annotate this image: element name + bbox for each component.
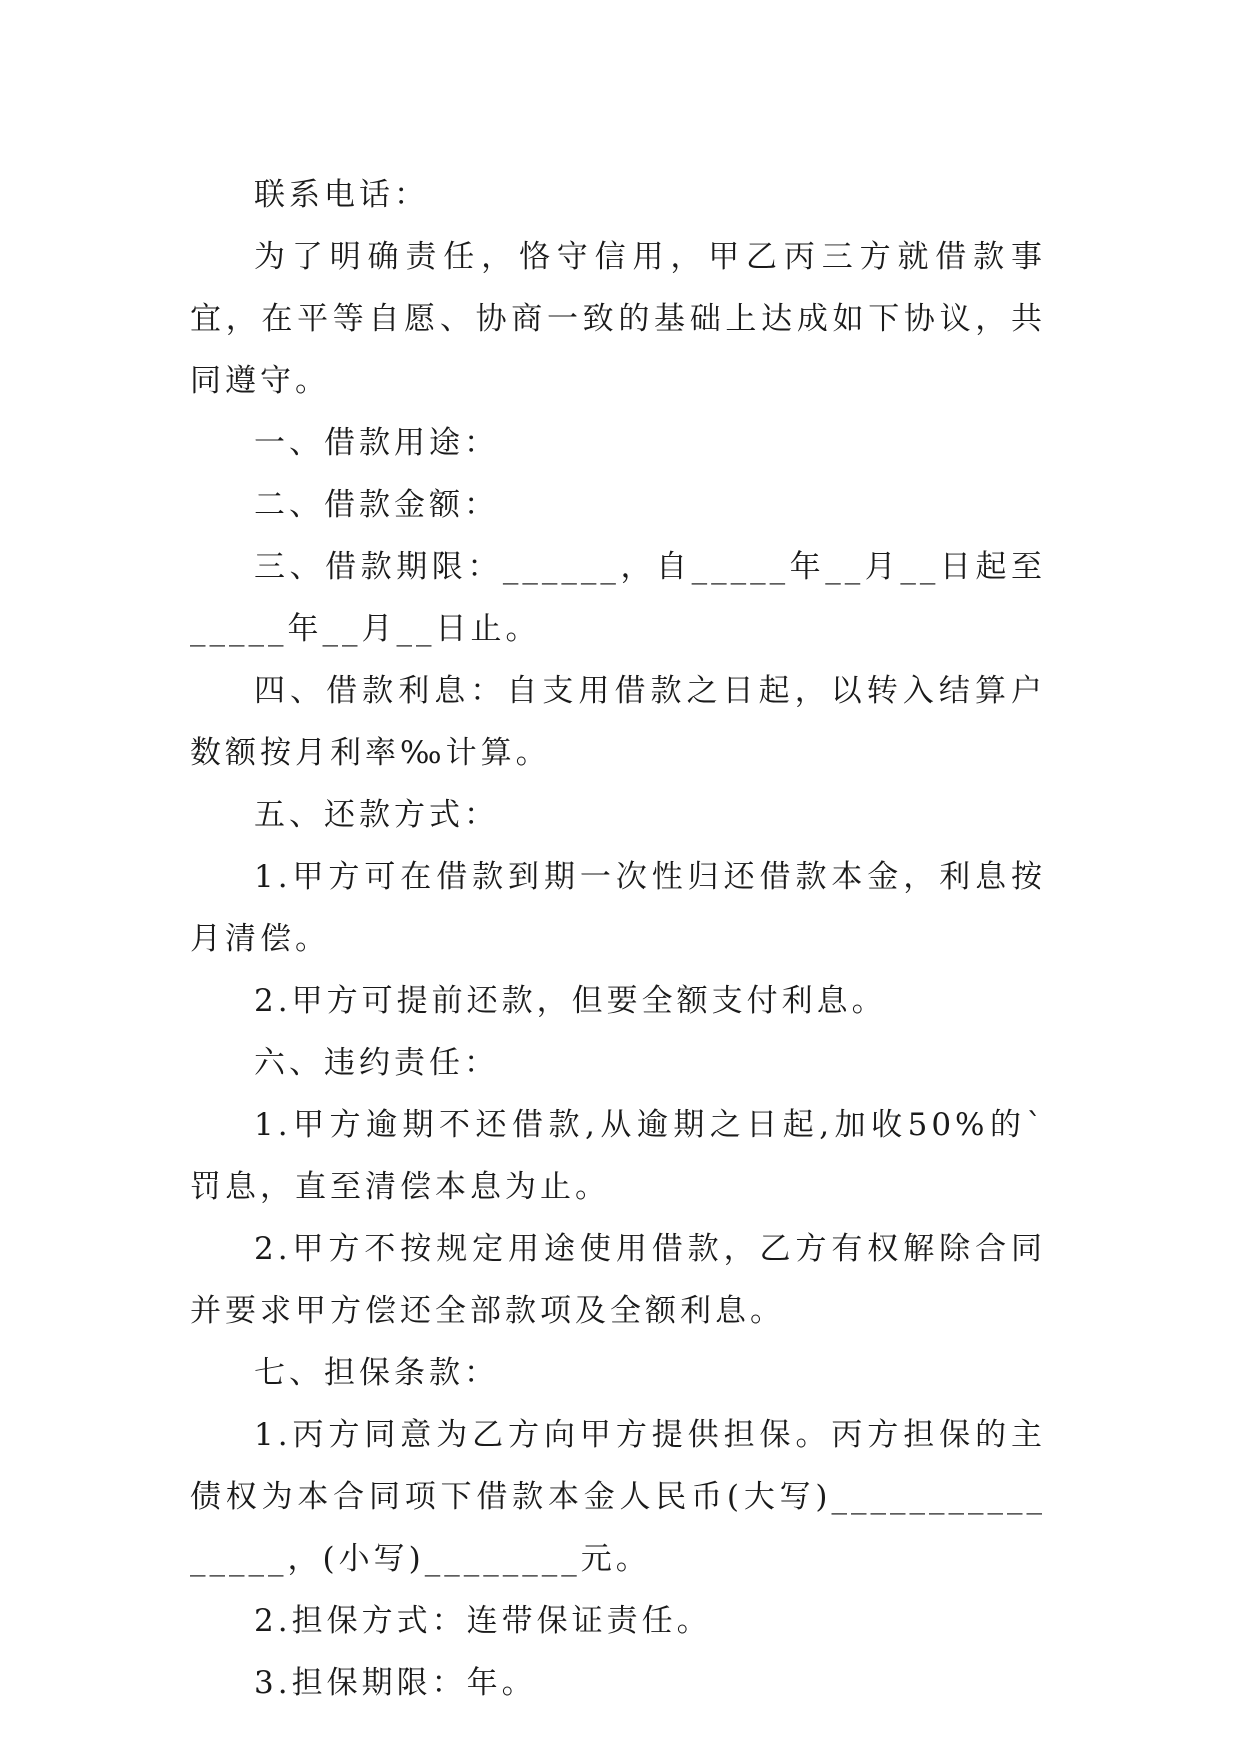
clause-5-item-1: 1.甲方可在借款到期一次性归还借款本金，利息按月清偿。: [190, 859, 1046, 957]
contact-phone-line: 联系电话：: [254, 177, 429, 213]
preamble-paragraph: 为了明确责任，恪守信用，甲乙丙三方就借款事宜，在平等自愿、协商一致的基础上达成如下协议，共同遵守。: [190, 239, 1046, 399]
clause-5-item-2: 2.甲方可提前还款，但要全额支付利息。: [254, 983, 887, 1019]
clause-1-loan-purpose: 一、借款用途：: [254, 425, 499, 461]
clause-7-guarantee-heading: 七、担保条款：: [254, 1355, 499, 1391]
clause-7-item-2: 2.担保方式：连带保证责任。: [254, 1603, 712, 1639]
clause-7-item-3: 3.担保期限：年。: [254, 1665, 537, 1701]
clause-6-item-2: 2.甲方不按规定用途使用借款，乙方有权解除合同并要求甲方偿还全部款项及全额利息。: [190, 1231, 1046, 1329]
clause-3-loan-term: 三、借款期限：______，自_____年__月__日起至_____年__月__日止。: [190, 549, 1046, 647]
clause-2-loan-amount: 二、借款金额：: [254, 487, 499, 523]
clause-6-liability-heading: 六、违约责任：: [254, 1045, 499, 1081]
clause-4-loan-interest: 四、借款利息：自支用借款之日起，以转入结算户数额按月利率‰计算。: [190, 673, 1046, 771]
clause-6-item-1: 1.甲方逾期不还借款,从逾期之日起,加收50%的`罚息，直至清偿本息为止。: [190, 1107, 1046, 1205]
clause-5-repayment-heading: 五、还款方式：: [254, 797, 499, 833]
clause-7-item-1: 1.丙方同意为乙方向甲方提供担保。丙方担保的主债权为本合同项下借款本金人民币(大写)________________，(小写)________元。: [190, 1417, 1046, 1577]
document-body: [190, 164, 1046, 1714]
